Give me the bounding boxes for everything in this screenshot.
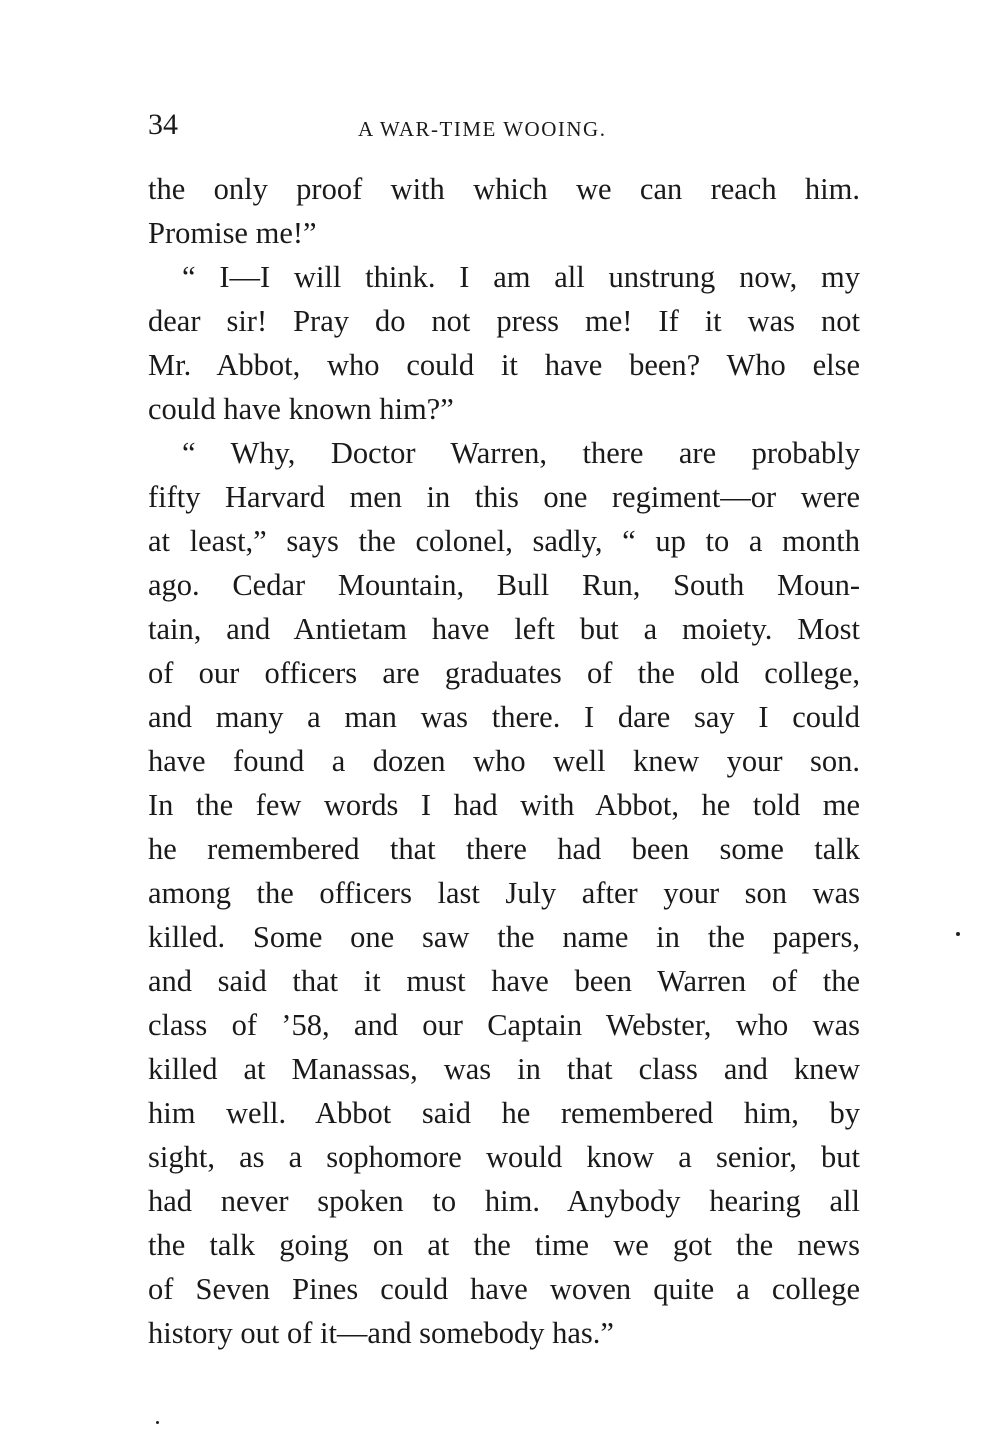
text-line: him well. Abbot said he remembered him, by bbox=[148, 1096, 860, 1130]
text-line: killed. Some one saw the name in the papers, bbox=[148, 920, 860, 954]
text-line: the only proof with which we can reach him. bbox=[148, 172, 860, 206]
text-line: among the officers last July after your son was bbox=[148, 876, 860, 910]
text-line: Promise me!” bbox=[148, 216, 317, 250]
text-line: Mr. Abbot, who could it have been? Who else bbox=[148, 348, 860, 382]
text-line: tain, and Antietam have left but a moiety. Most bbox=[148, 612, 860, 646]
text-line: and said that it must have been Warren of the bbox=[148, 964, 860, 998]
text-line: “ Why, Doctor Warren, there are probably bbox=[182, 436, 860, 470]
page-header bbox=[148, 103, 860, 147]
page-number: 34 bbox=[148, 108, 178, 141]
text-line: class of ’58, and our Captain Webster, who was bbox=[148, 1008, 860, 1042]
text-line: dear sir! Pray do not press me! If it was not bbox=[148, 304, 860, 338]
scan-speck bbox=[156, 1421, 159, 1424]
text-line: could have known him?” bbox=[148, 392, 454, 426]
body-text bbox=[148, 167, 860, 1355]
text-line: he remembered that there had been some talk bbox=[148, 832, 860, 866]
text-line: In the few words I had with Abbot, he told me bbox=[148, 788, 860, 822]
text-line: the talk going on at the time we got the news bbox=[148, 1228, 860, 1262]
text-line: “ I—I will think. I am all unstrung now, my bbox=[182, 260, 860, 294]
text-line: of Seven Pines could have woven quite a college bbox=[148, 1272, 860, 1306]
text-line: had never spoken to him. Anybody hearing all bbox=[148, 1184, 860, 1218]
text-line: ago. Cedar Mountain, Bull Run, South Moun- bbox=[148, 568, 860, 602]
scan-speck bbox=[956, 932, 960, 936]
text-line: history out of it—and somebody has.” bbox=[148, 1316, 614, 1350]
text-line: of our officers are graduates of the old college, bbox=[148, 656, 860, 690]
text-line: killed at Manassas, was in that class and knew bbox=[148, 1052, 860, 1086]
text-line: sight, as a sophomore would know a senior, but bbox=[148, 1140, 860, 1174]
text-line: fifty Harvard men in this one regiment—or were bbox=[148, 480, 860, 514]
text-line: at least,” says the colonel, sadly, “ up to a month bbox=[148, 524, 860, 558]
text-line: and many a man was there. I dare say I could bbox=[148, 700, 860, 734]
text-line: have found a dozen who well knew your son. bbox=[148, 744, 860, 778]
running-head: A WAR-TIME WOOING. bbox=[358, 117, 607, 141]
